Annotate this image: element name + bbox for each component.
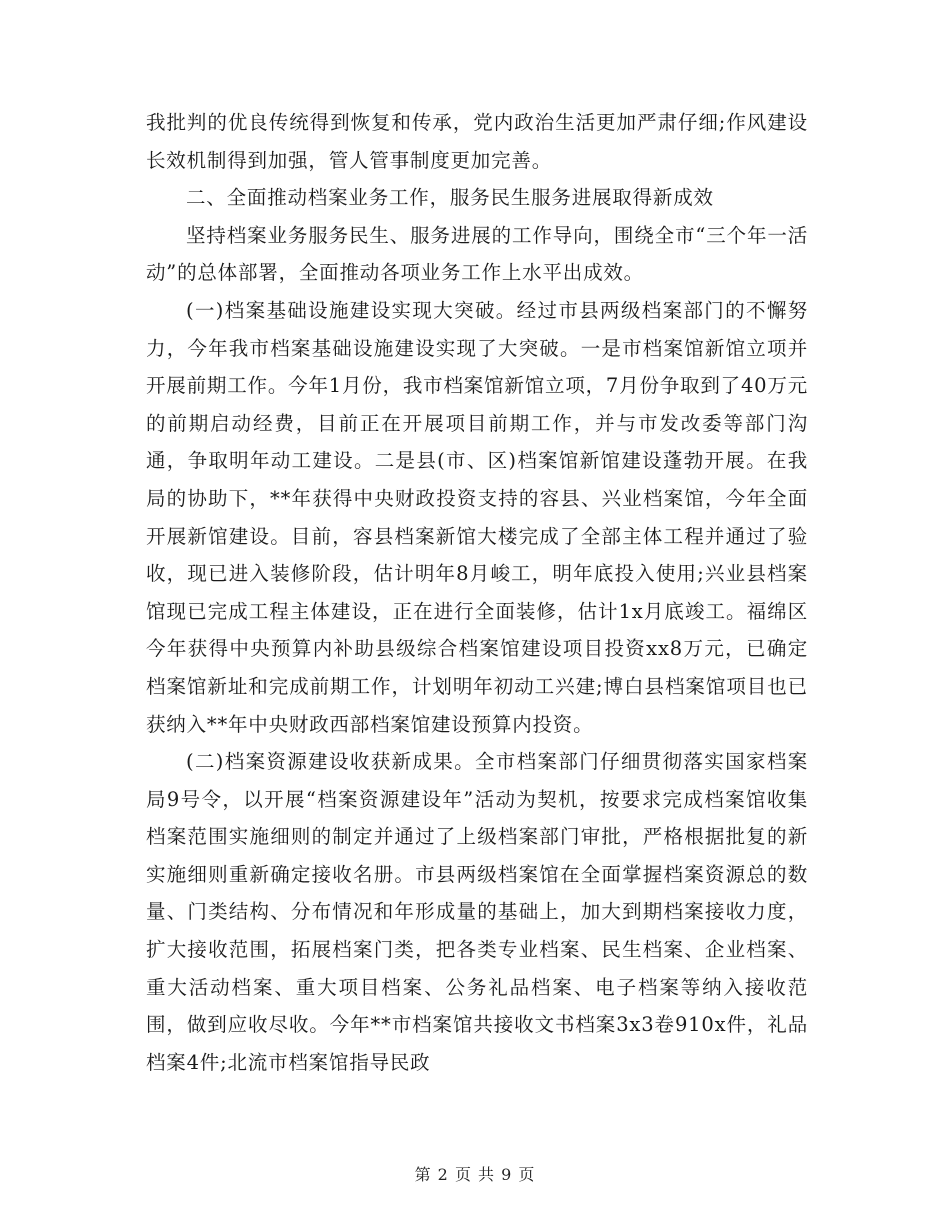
paragraph-infrastructure: (一)档案基础设施建设实现大突破。经过市县两级档案部门的不懈努力，今年我市档案基础设施建设实现了大突破。一是市档案馆新馆立项并开展前期工作。今年1月份，我市档案馆新馆立项，7月份争取到了40万元的前期启动经费，目前正在开展项目前期工作，并与市发改委等部门沟通，争取明年动工建设。二是县(市、区)档案馆新馆建设蓬勃开展。在我局的协助下，**年获得中央财政投资支持的容县、兴业档案馆，今年全面开展新馆建设。目前，容县档案新馆大楼完成了全部主体工程并通过了验收，现已进入装修阶段，估计明年8月峻工，明年底投入使用;兴业县档案馆现已完成工程主体建设，正在进行全面装修，估计1x月底竣工。福绵区今年获得中央预算内补助县级综合档案馆建设项目投资xx8万元，已确定档案馆新址和完成前期工作，计划明年初动工兴建;博白县档案馆项目也已获纳入**年中央财政西部档案馆建设预算内投资。 [146,298,808,736]
paragraph-continuation: 我批判的优良传统得到恢复和传承，党内政治生活更加严肃仔细;作风建设长效机制得到加强，管人管事制度更加完善。 [146,111,808,172]
paragraph-resources: (二)档案资源建设收获新成果。全市档案部门仔细贯彻落实国家档案局9号令，以开展“档案资源建设年”活动为契机，按要求完成档案馆收集档案范围实施细则的制定并通过了上级档案部门审批，严格根据批复的新实施细则重新确定接收名册。市县两级档案馆在全面掌握档案资源总的数量、门类结构、分布情况和年形成量的基础上，加大到期档案接收力度，扩大接收范围，拓展档案门类，把各类专业档案、民生档案、企业档案、重大活动档案、重大项目档案、公务礼品档案、电子档案等纳入接收范围，做到应收尽收。今年**市档案馆共接收文书档案3x3卷910x件，礼品档案4件;北流市档案馆指导民政 [146,750,808,1074]
document-body [146,104,808,1081]
page-footer [0,1162,950,1185]
page-number-label: 第 2 页 共 9 页 [414,1165,536,1184]
paragraph-intro: 坚持档案业务服务民生、服务进展的工作导向，围绕全市“三个年一活动”的总体部署，全面推动各项业务工作上水平出成效。 [146,223,808,285]
section-heading: 二、全面推动档案业务工作，服务民生服务进展取得新成效 [186,186,714,210]
